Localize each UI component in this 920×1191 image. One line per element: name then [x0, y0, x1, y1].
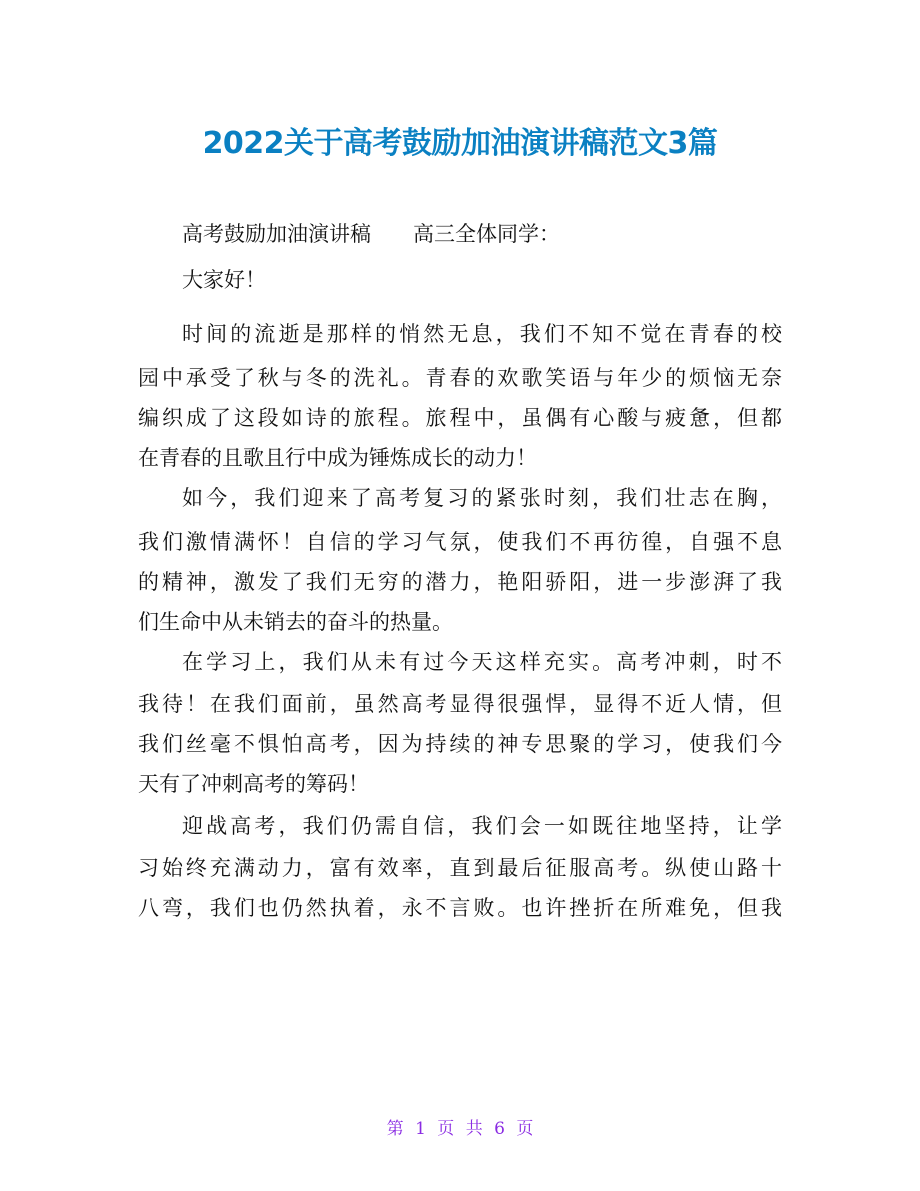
text-line: 们生命中从未销去的奋斗的热量。 [138, 610, 453, 634]
text-line: 我们丝毫不惧怕高考，因为持续的神专思聚的学习，使我们今 [138, 732, 782, 756]
text-line: 大家好！ [182, 268, 266, 292]
text-line: 在学习上，我们从未有过今天这样充实。高考冲刺，时不 [182, 650, 782, 674]
text-line: 八弯，我们也仍然执着，永不言败。也许挫折在所难免，但我 [138, 896, 782, 920]
text-line: 园中承受了秋与冬的洗礼。青春的欢歌笑语与年少的烦恼无奈 [138, 366, 782, 390]
page-footer: 第 1 页 共 6 页 [386, 1119, 534, 1139]
text-line: 时间的流逝是那样的悄然无息，我们不知不觉在青春的校 [182, 322, 782, 346]
text-line: 高考鼓励加油演讲稿 高三全体同学： [182, 222, 560, 246]
text-line: 习始终充满动力，富有效率，直到最后征服高考。纵使山路十 [138, 856, 782, 880]
text-line: 在青春的且歌且行中成为锤炼成长的动力！ [138, 446, 537, 470]
text-line: 的精神，激发了我们无穷的潜力，艳阳骄阳，进一步澎湃了我 [138, 570, 782, 594]
text-line: 编织成了这段如诗的旅程。旅程中，虽偶有心酸与疲惫，但都 [138, 406, 782, 430]
document-title: 2022关于高考鼓励加油演讲稿范文3篇 [202, 126, 718, 161]
text-line: 我们激情满怀！自信的学习气氛，使我们不再彷徨，自强不息 [138, 530, 782, 554]
text-line: 如今，我们迎来了高考复习的紧张时刻，我们壮志在胸， [182, 486, 782, 510]
text-line: 迎战高考，我们仍需自信，我们会一如既往地坚持，让学 [182, 814, 782, 838]
text-line: 天有了冲刺高考的筹码！ [138, 772, 369, 796]
text-line: 我待！在我们面前，虽然高考显得很强悍，显得不近人情，但 [138, 692, 782, 716]
